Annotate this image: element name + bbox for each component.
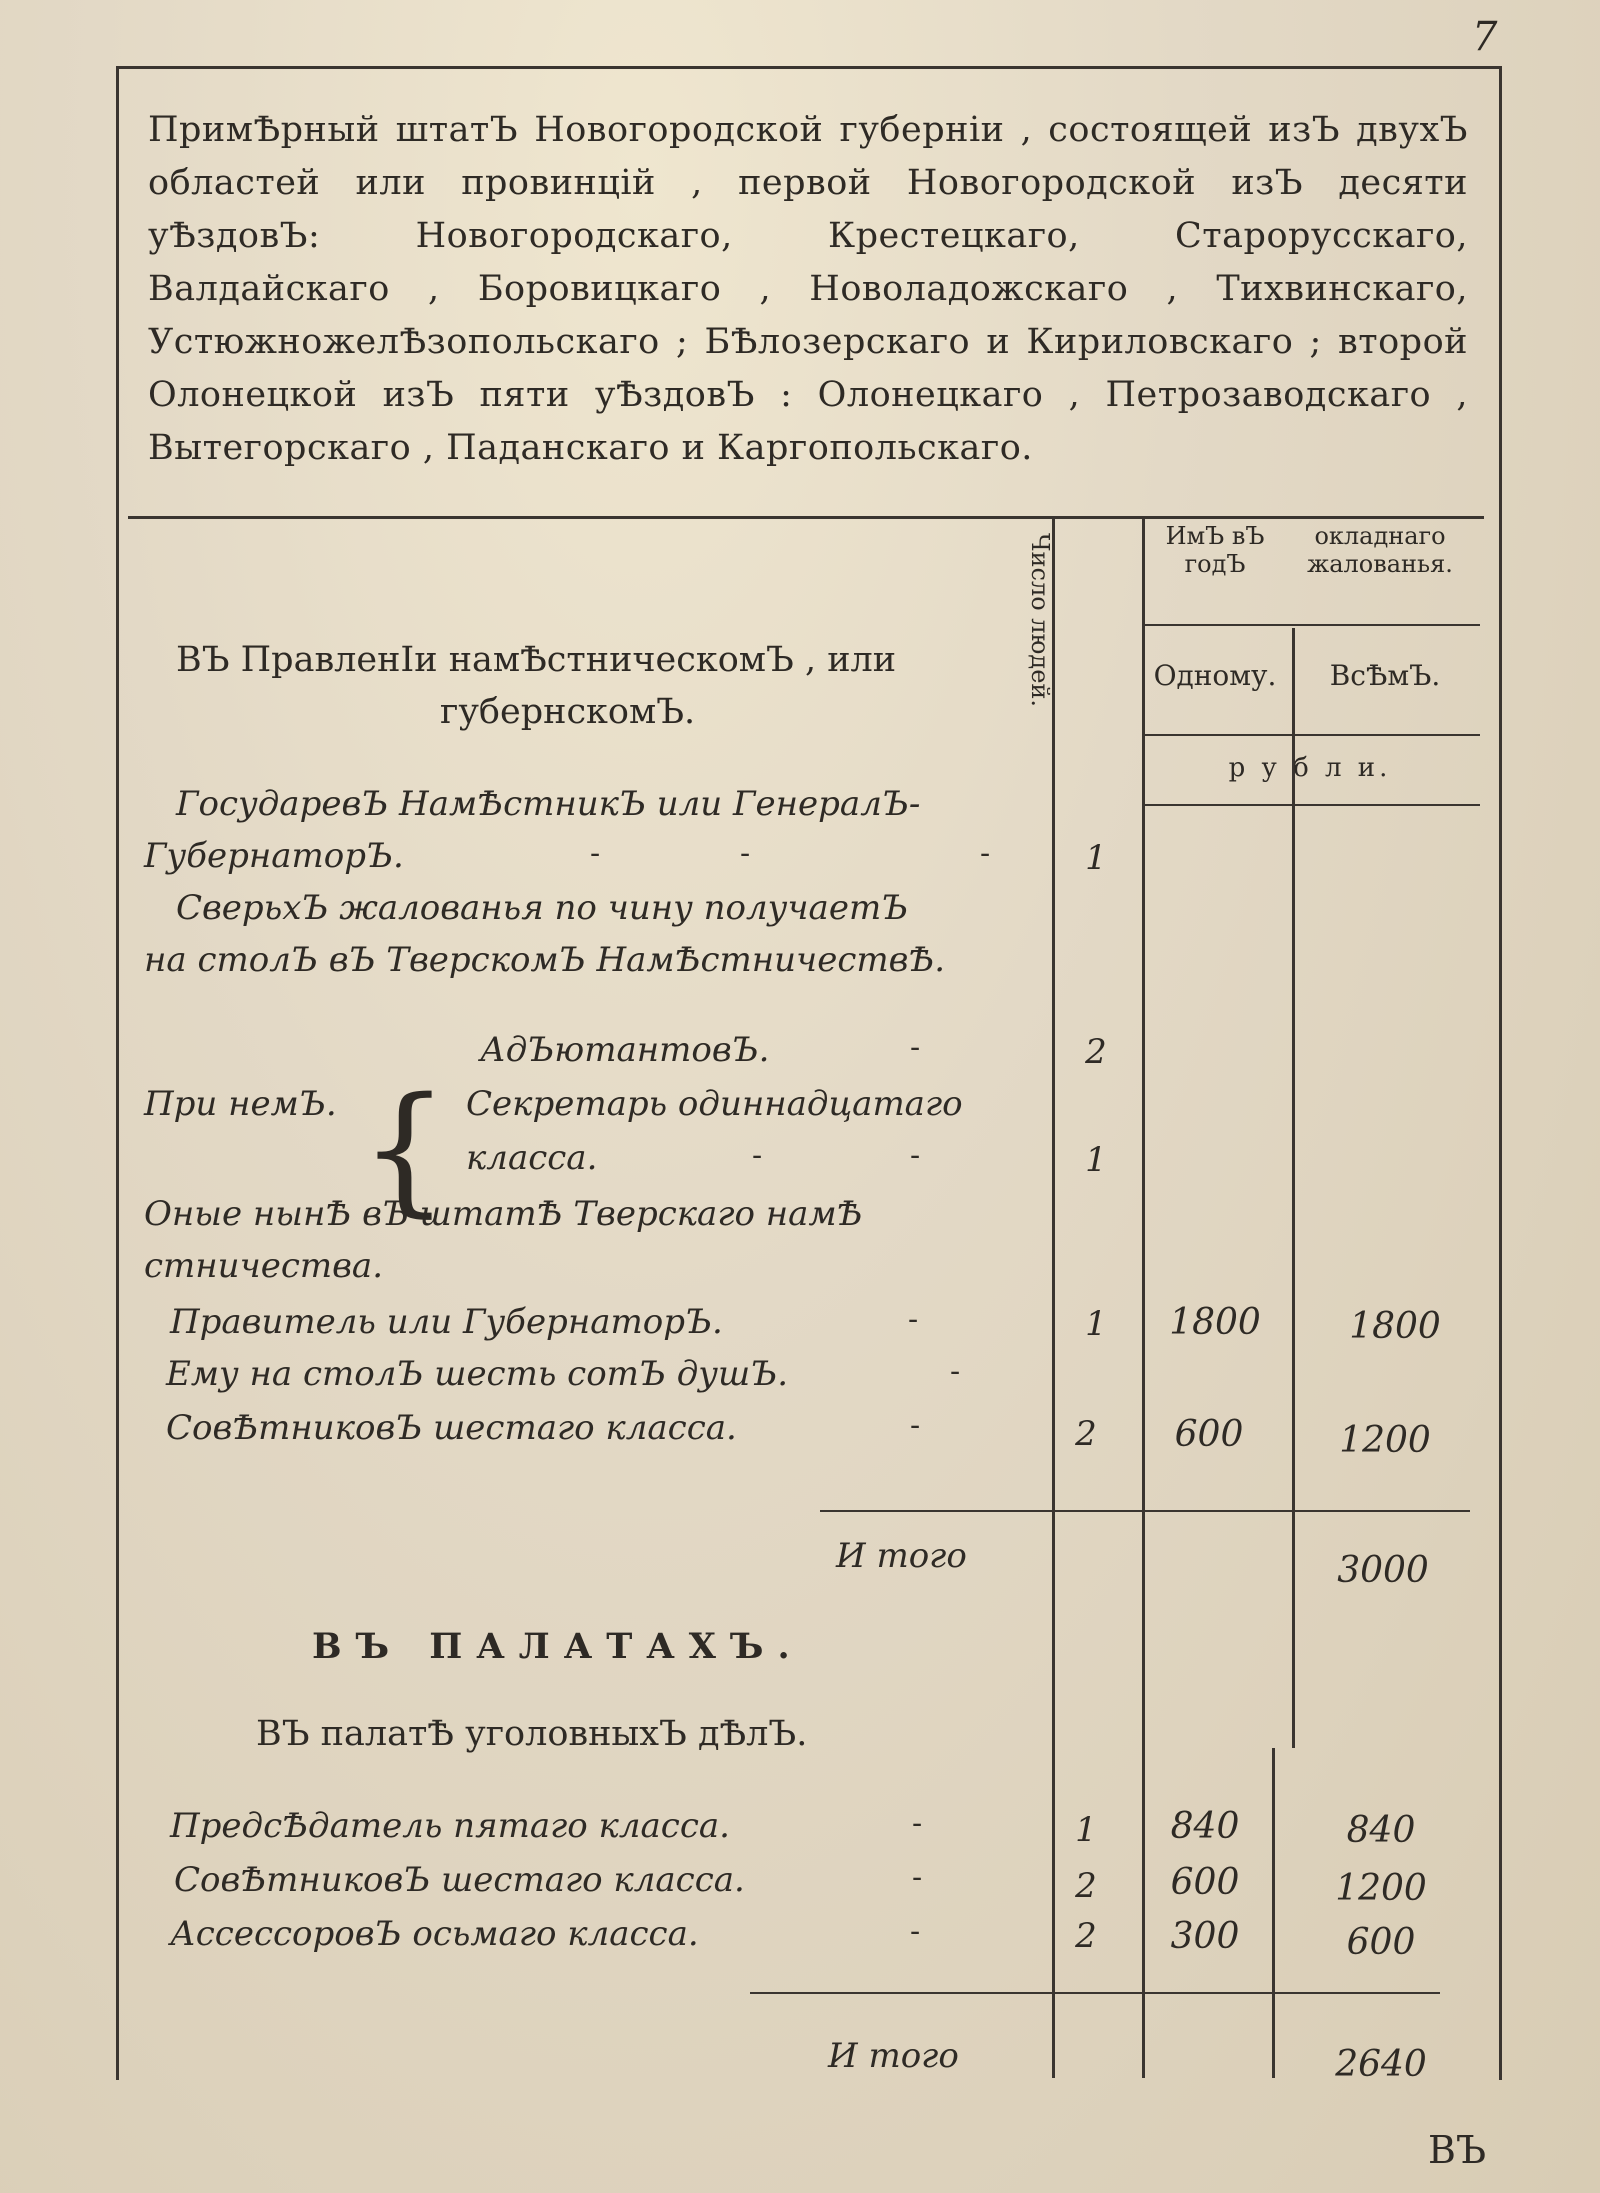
people-count-header: Число людей. (1026, 532, 1054, 708)
extra-line2: на столЪ вЪ ТверскомЪ НамѢстничествѢ. (144, 940, 946, 980)
section2-subheading: ВЪ палатѢ уголовныхЪ дѢлЪ. (256, 1714, 808, 1754)
frame-top-rule (116, 66, 1500, 69)
column-rule-one-all (1292, 628, 1295, 1748)
leader-dash: - (908, 1302, 919, 1337)
assessors-all: 600 (1346, 1922, 1416, 1963)
adjutants-count: 2 (1085, 1032, 1107, 1072)
to-all-header: ВсѢмЪ. (1329, 659, 1441, 692)
secretary-count: 1 (1085, 1140, 1107, 1180)
assessors-one: 300 (1170, 1916, 1240, 1957)
salary-title-right: окладнаго жалованья. (1307, 522, 1453, 578)
title-bottom-rule (128, 516, 1484, 519)
header-rule-1 (1144, 624, 1480, 626)
chairman-count: 1 (1075, 1810, 1097, 1850)
leader-dash: - (910, 1030, 921, 1065)
page-number: 7 (1472, 14, 1498, 60)
secretary-line2: класса. (466, 1138, 598, 1178)
councillors2-all: 1200 (1335, 1868, 1427, 1909)
ruler-one: 1800 (1169, 1302, 1261, 1343)
councillors-all: 1200 (1339, 1420, 1431, 1461)
leader-dash: - (752, 1138, 763, 1173)
ruler-label: Правитель или ГубернаторЪ. (170, 1302, 723, 1342)
total-rule-1 (820, 1510, 1470, 1512)
catchword: ВЪ (1428, 2128, 1487, 2172)
column-rule-count-left (1052, 516, 1055, 2078)
chairman-label: ПредсѢдатель пятаго класса. (170, 1806, 730, 1846)
total-rule-2 (750, 1992, 1440, 1994)
assessors-label: АссессоровЪ осьмаго класса. (170, 1914, 699, 1954)
governor-line2: ГубернаторЪ. (144, 836, 404, 876)
section2-total-label: И того (828, 2036, 959, 2076)
column-rule-all-lower (1272, 1748, 1275, 2078)
header-rule-3 (1144, 804, 1480, 806)
section1-total-label: И того (836, 1536, 967, 1576)
secretary-line1: Секретарь одиннадцатаго (466, 1084, 963, 1124)
chairman-all: 840 (1346, 1810, 1416, 1851)
leader-dash: - (910, 1914, 921, 1949)
leader-dash: - (910, 1138, 921, 1173)
adjutants-label: АдЪютантовЪ. (480, 1030, 770, 1070)
councillors-count: 2 (1075, 1414, 1097, 1454)
councillors2-count: 2 (1075, 1866, 1097, 1906)
leader-dash: - (912, 1806, 923, 1841)
councillors2-one: 600 (1170, 1862, 1240, 1903)
assessors-count: 2 (1075, 1916, 1097, 1956)
councillors2-label: СовѢтниковЪ шестаго класса. (174, 1860, 745, 1900)
document-title: ПримѢрный штатЪ Новогородской губерніи , состоящей изЪ двухЪ областей или провинцій , первой Новогородской изЪ десяти уѢздовЪ: Новогородскаго, Крестецкаго, Старорусскаго, Валдайскаго , Боровицкаго , Новоладожскаго , Тихвинскаго, УстюжножелѢзопольскаго ; БѢлозерскаго и Кириловскаго ; второй Олонецкой изЪ пяти уѢздовЪ : Олонецкаго , Петрозаводскаго , Вытегорскаго , Паданскаго и Каргопольскаго. (148, 110, 1468, 468)
leader-dash: - (740, 836, 751, 871)
section1-heading-line1: ВЪ ПравленІи намѢстническомЪ , или (176, 640, 897, 680)
leader-dash: - (980, 836, 991, 871)
section2-total-value: 2640 (1335, 2044, 1427, 2085)
section2-heading: ВЪ ПАЛАТАХЪ. (312, 1626, 804, 1667)
leader-dash: - (910, 1408, 921, 1443)
councillors-label: СовѢтниковЪ шестаго класса. (166, 1408, 737, 1448)
to-one-header: Одному. (1153, 659, 1277, 692)
currency-header: р у б л и. (1228, 753, 1392, 783)
table-allowance: Ему на столЪ шесть сотЪ душЪ. (166, 1354, 789, 1394)
ruler-all: 1800 (1349, 1306, 1441, 1347)
leader-dash: - (590, 836, 601, 871)
governor-line1: ГосударевЪ НамѢстникЪ или ГенералЪ- (176, 784, 921, 824)
governor-count: 1 (1085, 838, 1107, 878)
ruler-count: 1 (1085, 1304, 1107, 1344)
section1-heading-line2: губернскомЪ. (440, 692, 696, 732)
header-rule-2 (1144, 734, 1480, 736)
with-him-label: При немЪ. (144, 1084, 337, 1124)
section1-total-value: 3000 (1337, 1550, 1429, 1591)
leader-dash: - (912, 1860, 923, 1895)
councillors-one: 600 (1174, 1414, 1244, 1455)
grouping-brace: { (360, 1068, 450, 1231)
salary-title-left: ИмЪ вЪ годЪ (1165, 522, 1265, 578)
note-line1: Оные нынѢ вЪ штатѢ Тверскаго намѢ (144, 1194, 863, 1234)
chairman-one: 840 (1170, 1806, 1240, 1847)
note-line2: стничества. (144, 1246, 383, 1286)
extra-line1: СверьхЪ жалованья по чину получаетЪ (176, 888, 909, 928)
leader-dash: - (950, 1354, 961, 1389)
